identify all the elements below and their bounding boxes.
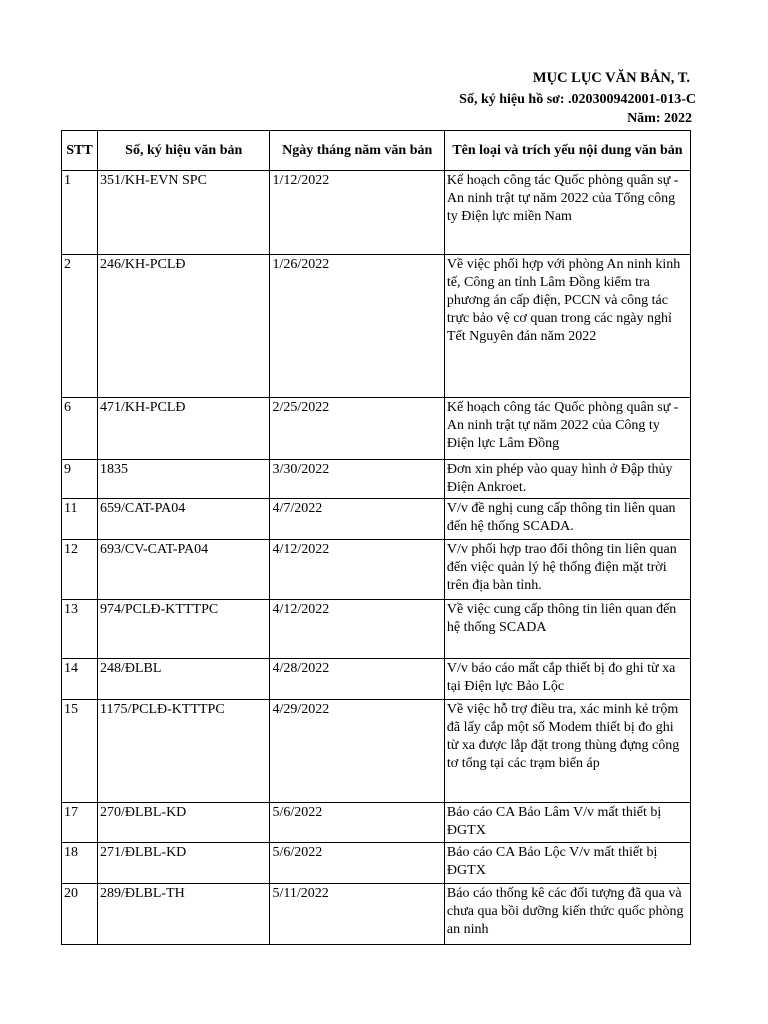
- cell-stt: 13: [62, 600, 98, 659]
- table-row: [62, 171, 691, 255]
- cell-description: Về việc phối hợp với phòng An ninh kinh tế, Công an tỉnh Lâm Đồng kiểm tra phương án cấp điện, PCCN và công tác trực bảo vệ cơ quan trong các ngày nghỉ Tết Nguyên đán năm 2022: [444, 255, 690, 398]
- cell-date: 1/26/2022: [270, 255, 444, 398]
- cell-date: 4/29/2022: [270, 700, 444, 803]
- cell-stt: 17: [62, 803, 98, 843]
- table-row: [62, 884, 691, 945]
- cell-date: 4/7/2022: [270, 499, 444, 540]
- cell-date: 4/12/2022: [270, 540, 444, 600]
- table-row: [62, 398, 691, 460]
- file-code: Số, ký hiệu hồ sơ: .020300942001-013-C: [459, 92, 696, 107]
- table-row: [62, 600, 691, 659]
- cell-stt: 12: [62, 540, 98, 600]
- cell-code: 289/ĐLBL-TH: [97, 884, 270, 945]
- cell-stt: 9: [62, 460, 98, 499]
- table-row: [62, 499, 691, 540]
- table-row: [62, 460, 691, 499]
- cell-date: 3/30/2022: [270, 460, 444, 499]
- table-row: [62, 659, 691, 700]
- cell-code: 1175/PCLĐ-KTTTPC: [97, 700, 270, 803]
- cell-stt: 15: [62, 700, 98, 803]
- cell-date: 4/28/2022: [270, 659, 444, 700]
- cell-code: 1835: [97, 460, 270, 499]
- cell-date: 4/12/2022: [270, 600, 444, 659]
- cell-code: 974/PCLĐ-KTTTPC: [97, 600, 270, 659]
- col-header-stt: STT: [62, 131, 98, 171]
- cell-stt: 18: [62, 843, 98, 884]
- table-row: [62, 843, 691, 884]
- cell-code: 471/KH-PCLĐ: [97, 398, 270, 460]
- cell-code: 270/ĐLBL-KD: [97, 803, 270, 843]
- cell-date: 5/6/2022: [270, 843, 444, 884]
- col-header-code: Số, ký hiệu văn bản: [97, 131, 270, 171]
- cell-code: 659/CAT-PA04: [97, 499, 270, 540]
- document-year: Năm: 2022: [627, 111, 692, 126]
- cell-stt: 1: [62, 171, 98, 255]
- cell-description: Báo cáo CA Bảo Lộc V/v mất thiết bị ĐGTX: [444, 843, 690, 884]
- cell-date: 5/6/2022: [270, 803, 444, 843]
- cell-stt: 14: [62, 659, 98, 700]
- document-title: MỤC LỤC VĂN BẢN, T.: [532, 70, 690, 86]
- cell-code: 246/KH-PCLĐ: [97, 255, 270, 398]
- table-row: [62, 700, 691, 803]
- cell-code: 351/KH-EVN SPC: [97, 171, 270, 255]
- table-header-row: [62, 131, 691, 171]
- cell-description: Kế hoạch công tác Quốc phòng quân sự - An ninh trật tự năm 2022 của Tổng công ty Điện lực miền Nam: [444, 171, 690, 255]
- cell-description: Về việc hỗ trợ điều tra, xác minh kẻ trộm đã lấy cắp một số Modem thiết bị đo ghi từ xa được lắp đặt trong thùng đựng công tơ tổng tại các trạm biến áp: [444, 700, 690, 803]
- cell-code: 693/CV-CAT-PA04: [97, 540, 270, 600]
- cell-description: Kế hoạch công tác Quốc phòng quân sự - An ninh trật tự năm 2022 của Công ty Điện lực Lâm Đồng: [444, 398, 690, 460]
- cell-description: V/v báo cáo mất cắp thiết bị đo ghi từ xa tại Điện lực Bảo Lộc: [444, 659, 690, 700]
- cell-date: 1/12/2022: [270, 171, 444, 255]
- cell-description: Báo cáo thống kê các đối tượng đã qua và chưa qua bồi dưỡng kiến thức quốc phòng an ninh: [444, 884, 690, 945]
- cell-date: 5/11/2022: [270, 884, 444, 945]
- cell-stt: 20: [62, 884, 98, 945]
- cell-stt: 6: [62, 398, 98, 460]
- cell-date: 2/25/2022: [270, 398, 444, 460]
- cell-code: 271/ĐLBL-KD: [97, 843, 270, 884]
- cell-description: Báo cáo CA Bảo Lâm V/v mất thiết bị ĐGTX: [444, 803, 690, 843]
- col-header-description: Tên loại và trích yếu nội dung văn bản: [444, 131, 690, 171]
- cell-stt: 11: [62, 499, 98, 540]
- document-index-table: [61, 130, 691, 945]
- cell-stt: 2: [62, 255, 98, 398]
- table-row: [62, 803, 691, 843]
- cell-description: Đơn xin phép vào quay hình ở Đập thủy Điện Ankroet.: [444, 460, 690, 499]
- table-row: [62, 540, 691, 600]
- cell-description: V/v phối hợp trao đổi thông tin liên quan đến việc quản lý hệ thống điện mặt trời trên địa bàn tỉnh.: [444, 540, 690, 600]
- cell-code: 248/ĐLBL: [97, 659, 270, 700]
- col-header-date: Ngày tháng năm văn bản: [270, 131, 444, 171]
- table-row: [62, 255, 691, 398]
- cell-description: V/v đề nghị cung cấp thông tin liên quan đến hệ thống SCADA.: [444, 499, 690, 540]
- cell-description: Về việc cung cấp thông tin liên quan đến hệ thống SCADA: [444, 600, 690, 659]
